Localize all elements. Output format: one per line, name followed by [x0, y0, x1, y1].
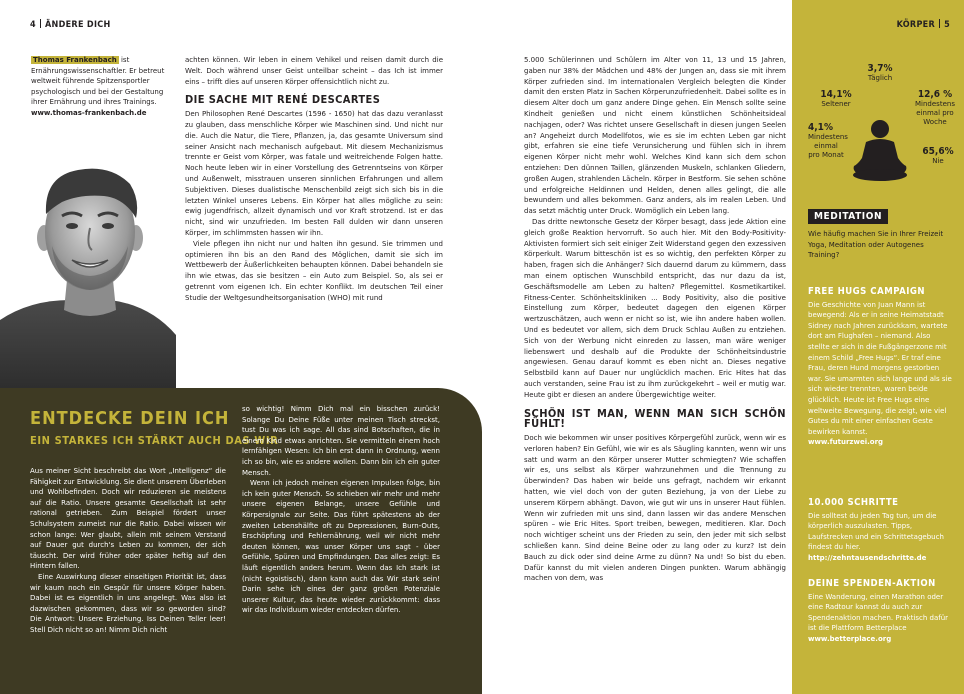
free-hugs-url[interactable]: www.futurzwei.org [808, 438, 884, 447]
paragraph: Den Philosophen René Descartes (1596 - 1650) hat das dazu veranlasst zu glauben, dass menschliche Körper wie Maschinen sind. Und nicht nur die. Auch die Natur, die Tiere, Pflanzen, ja, das gesamte Universum sind seiner Ansicht nach mechanisch aufgebaut. Mit diesem Mechanizismus trennte er Geist vom Körper, was fatale und weitreichende Folgen hatte. Noch heute leben wir in einer Vorstellung des Getrenntseins von Körper und Außenwelt, misstrauen unseren sinnlichen Erfahrungen und allem Subjektiven. Dieses dualistische Menschenbild zeigt sich sich bis in die letzten Winkel unseres Lebens. Ein Körper hat alles mögliche zu sein: ewig jugendfrisch, allzeit dynamisch und vor Kraft strotzend. Ist er das nicht, sind wir unzufrieden. Im besten Fall dulden wir dann unseren Körper, im schlimmsten hassen wir ihn. [185, 110, 443, 237]
stat-weekly [908, 89, 962, 127]
page-number: 4 [30, 20, 36, 30]
steps-url[interactable]: http://zehntausendschritte.de [808, 553, 927, 562]
info-sidebar [792, 0, 964, 694]
meditation-question: Wie häufig machen Sie in Ihrer Freizeit Yoga, Meditation oder Autogenes Training? [808, 230, 944, 260]
stat-percent: 65,6% [922, 146, 954, 157]
author-name: Thomas Frankenbach [33, 56, 117, 64]
subhead-beauty: SCHÖN IST MAN, WENN MAN SICH SCHÖN FÜHLT! [524, 406, 786, 431]
stat-label: Mindestens einmal pro Woche [915, 100, 955, 126]
donation-text: Eine Wanderung, einen Marathon oder eine Radtour kannst du auch zur Spendenaktion machen. Praktisch dafür ist die Plattform Betterplace [808, 592, 949, 633]
stat-monthly [794, 122, 848, 160]
paragraph: Das dritte newtonsche Gesetz der Körper besagt, dass jede Aktion eine gleich große Reaktion hervorruft. So auch hier. Mit den Body-Positivity-Aktivisten formiert sich seit einiger Zeit Widerstand gegen den exzessiven Körperkult. Warum bitteschön ist es so wichtig, den perfekten Körper zu haben, fragen sich die Anhänger? Sich dauernd darum zu kümmern, dass man einem optischen Wunschbild entspricht, das nur dazu da ist, Geschäftsmodelle am Leben zu halten? Pflegemittel. Kosmetikartikel. Fitness-Center. Schönheitskliniken ... Body Positivity, also die positive Einstellung zum Körper, bedeutet dagegen den eigenen Körper wertzuschätzen, auch wenn er nicht so ist, wie ihn andere haben wollen. Und es bedeutet vor allem, sich dem Druck Schlau Außen zu entziehen. Sich von der Werbung nicht einreden zu lassen, man wäre weniger liebenswert und deshalb auf die Produkte der Schönheitsindustrie angewiesen. Genau darauf kommt es eben nicht an. Dieses negative Selbstbild kann auf Dauer nur unglücklich machen. Eric Hites hat das auch verstanden, seine Frau ist zu ihm zurückgekehrt – weil er mutig war. Heute gibt er diesen an andere Übergewichtige weiter. [524, 217, 786, 399]
meditation-badge: MEDITATION [808, 209, 888, 224]
section-name: KÖRPER [896, 20, 936, 30]
author-bio: ist Ernährungswissenschaftler. Er betreut weltweit führende Spitzensportler psychologisch und bei der Gestaltung ihrer Ernährung und ihres Trainings. [31, 56, 165, 107]
stat-percent: 12,6 % [917, 89, 953, 100]
stat-label: Täglich [867, 74, 893, 82]
left-column-text [185, 55, 443, 304]
paragraph: Wenn ich jedoch meinen eigenen Impulsen folge, bin ich kein guter Mensch. So schieben wir mehr und mehr unsere eigenen Belange, unsere Gefühle und Körpersignale zur Seite. Das führt spätestens ab der zweiten Lebenshälfte oft zu Depressionen, Burn-Outs, Erschöpfung und Fehlernährung, weil wir nicht mehr deuten können, was unser Körper uns sagt - über Gefühle, Spüren und Empfindungen. Das alles zeigt: Es läuft eigentlich anders herum. Wenn das Ich stark ist (nicht egoistisch), dann kann auch das Wir stark sein! Darin sehe ich eines der ganz großen Potenziale unserer Kultur, das heute wieder zurückkommt: dass wir das Individuum wieder entdecken dürfen. [242, 479, 440, 615]
section-name: ÄNDERE DICH [44, 20, 111, 30]
running-head-left [30, 19, 111, 30]
paragraph: Aus meiner Sicht beschreibt das Wort „Intelligenz“ die Fähigkeit zur Entwicklung. Sie dient unserem Überleben und Wohlbefinden. Doch wir reduzieren sie meistens auf die Ratio. Unsere gesamte Gesellschaft ist sehr rational getrieben. Zum Beispiel fördert unser Schulsystem zumeist nur die Ratio. Dabei wissen wir schon lange: Wer glaubt, allein mit seinem Verstand auf Dauer gut durch's Leben zu kommen, der sich täuscht. Der wird früher oder später heftig auf den Hintern fallen. [30, 467, 226, 571]
stat-label: Nie [932, 157, 944, 165]
stat-percent: 4,1% [808, 122, 833, 133]
paragraph: Viele pflegen ihn nicht nur und halten ihn gesund. Sie trimmen und optimieren ihn bis an den Rand des Möglichen, damit sie sich im Wettbewerb der Äußerlichkeiten behaupten können. Dabei behandeln sie ihn wie etwas, das sie besitzen – ein Auto zum Beispiel. So, als sei er getrennt vom eigenen Ich. Ein echter Konflikt. Im deutschen Teil einer Studie der Weltgesundheitsorganisation (WHO) mit rund [185, 239, 443, 302]
right-column-text [524, 55, 786, 584]
paragraph: Doch wie bekommen wir unser positives Körpergefühl zurück, wenn wir es verloren haben? Ein Gefühl, wie wir es als Säugling kannten, wenn wir uns satt und warm an den Körper unserer Mutter schmiegten? Wie schaffen wir es, uns selbst als Körper wahrzunehmen und die Trennung zu überwinden? Das haben wir beide uns gefragt, nachdem wir erkannt hatten, wie viel doch von der guten Beziehung, ja von der Liebe zu unserem Körpern abhängt. Davon, wie gut wir uns in unserer Haut fühlen. Wenn wir zufrieden mit uns sind, dann lassen wir das andere Menschen spüren – wie Eric Hites. Sport treiben, bewegen, meditieren. Klar. Doch noch wichtiger scheint uns der Frieden zu sein, den jeder mit sich selbst schließen kann. Sind deine Beine oder zu lang oder zu kurz? Ist dein Bauch zu dick oder sind deine Arme zu dünn? Na und! So bist du eben. Dafür kannst du mit vielen anderen Dingen punkten. Warum abhängig machen von dem, was [524, 434, 786, 583]
box-column-2 [242, 404, 440, 616]
discover-yourself-box [0, 388, 482, 694]
steps-title: 10.000 SCHRITTE [808, 497, 899, 508]
free-hugs-text: Die Geschichte von Juan Mann ist bewegend: Als er in seine Heimatstadt Sidney nach Jahren zurückkam, wartete dort am Flughafen – niemand. Also stellte er sich in die Fußgängerzone mit einem Schild „Free Hugs“. Er traf eine Frau, deren Hund morgens gestorben war. Sie umarmten sich lange und als sie sich wieder trennten, waren beide glücklich. Heute ist Free Hugs eine weltweite Bewegung, die zeigt, wie viel Gutes du mit einer einfachen Geste bewirken kannst. [808, 300, 952, 436]
stat-label: Seltener [821, 100, 851, 108]
free-hugs-section [808, 287, 954, 448]
paragraph: achten können. Wir leben in einem Vehikel und reisen damit durch die Welt. Doch während unser Geist unteilbar scheint – das Ich ist immer eins – trifft dies auf unseren Körper offensichtlich nicht zu. [185, 56, 443, 86]
author-portrait [0, 150, 176, 400]
paragraph: 5.000 Schülerinnen und Schülern im Alter von 11, 13 und 15 Jahren, gaben nur 38% der Mädchen und 48% der Jungen an, dass sie mit ihrem Körper zufrieden sind. Im internationalen Vergleich belegten die Kinder damit den ersten Platz in Sachen Körperunzufriedenheit. Dabei sollte es in diesem Alter doch um ganz andere Dinge gehen. Ein Mensch sollte seine Kindheit genießen und nicht einem künstlichen Schönheitsideal nachjagen, oder? Was richtet unsere Gesellschaft in diesen jungen Seelen an? Angeheizt durch Modellfotos, wie es sie im echten Leben gar nicht gibt, erfahren sie eine tiefe Verunsicherung und fühlen sich in ihrem eigenen Körper nicht mehr wohl. Welches Kind kann sich dem schon entziehen: Den dünnen Taillen, glänzenden Muskeln, schlanken Gliedern, großen Augen, strahlenden Lächeln. Körper in Bestform. Sie sehen schöne und erfolgreiche Heldinnen und Helden, denen alles gelingt, die alle bewundern und alles bekommen. Ganz anders, als im realen Leben. Und das setzt mächtig unter Druck. Womöglich ein Leben lang. [524, 56, 786, 216]
page-number: 5 [944, 20, 950, 30]
box-subtitle: EIN STARKES ICH STÄRKT AUCH DAS WIR [30, 434, 279, 447]
author-box [31, 55, 179, 119]
running-head-right [897, 19, 950, 30]
stat-label: Mindestens einmal pro Monat [808, 133, 848, 159]
stat-daily [862, 63, 898, 83]
donation-section [808, 579, 954, 645]
free-hugs-title: FREE HUGS CAMPAIGN [808, 286, 926, 297]
stat-percent: 14,1% [820, 89, 852, 100]
author-url[interactable]: www.thomas-frankenbach.de [31, 108, 147, 117]
stat-never [918, 146, 958, 166]
box-title: ENTDECKE DEIN ICH [30, 408, 230, 429]
steps-text: Die solltest du jeden Tag tun, um die körperlich auszulasten. Tipps, Laufstrecken und ein Schrittetagebuch findest du hier. [808, 511, 944, 552]
meditation-figure-icon [850, 118, 910, 182]
stat-percent: 3,7% [867, 63, 893, 74]
subhead-descartes: DIE SACHE MIT RENÉ DESCARTES [185, 93, 381, 107]
box-column-1 [30, 466, 226, 636]
donation-url[interactable]: www.betterplace.org [808, 634, 892, 643]
paragraph: so wichtig! Nimm Dich mal ein bisschen zurück! Solange Du Deine Füße unter meinen Tisch streckst, tust Du was ich sage. All das sind Botschaften, die in einem Kind etwas anrichten. Sie vermitteln einem hoch lernfähigen Wesen: Ich bin erst dann in Ordnung, wenn ich so bin, wie es andere wollen. Dann bin ich ein guter Mensch. [242, 405, 440, 477]
stat-rarely [814, 89, 858, 109]
paragraph: Eine Auswirkung dieser einseitigen Priorität ist, dass wir kaum noch ein Gespür für unsere Körper haben. Dabei ist es eigentlich in uns angelegt. Was also ist dazwischen gekommen, dass wir so geworden sind? Die Antwort: Unsere Erziehung. Iss Deinen Teller leer! Stell Dich nicht so an! Nimm Dich nicht [30, 572, 226, 634]
steps-section [808, 498, 954, 564]
donation-title: DEINE SPENDEN-AKTION [808, 578, 936, 589]
meditation-stats [792, 60, 964, 195]
